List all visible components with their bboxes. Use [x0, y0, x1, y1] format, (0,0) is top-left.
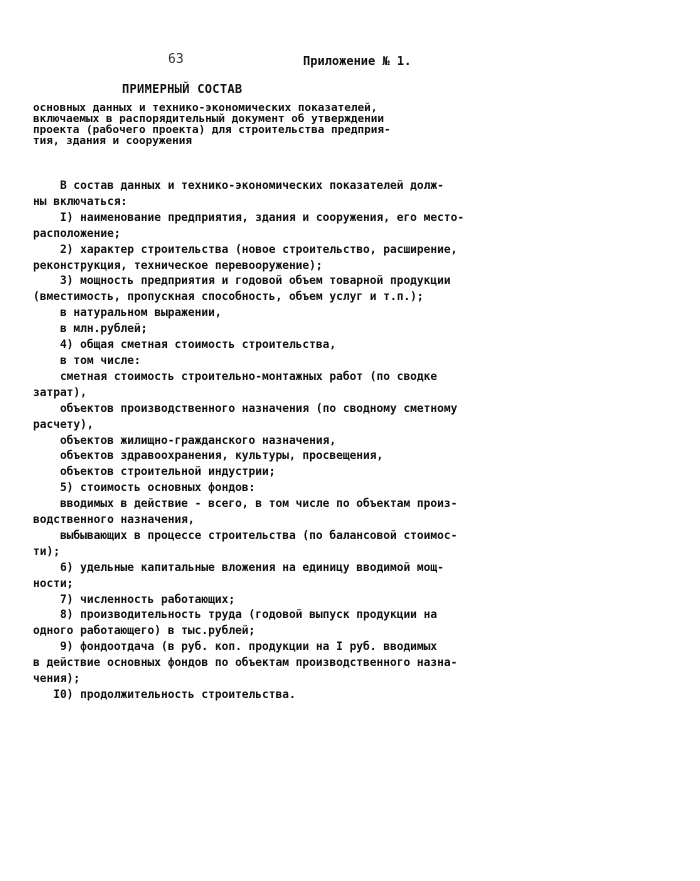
document-body [33, 178, 465, 703]
body-line: 5) стоимость основных фондов: [33, 481, 256, 495]
subtitle-line: тия, здания и сооружения [33, 134, 192, 147]
body-line: I0) продолжительность строительства. [33, 688, 296, 701]
body-line: водственного назначения, [33, 513, 195, 527]
body-line: расположение; [33, 226, 121, 240]
subtitle-line: включаемых в распорядительный документ об утверждении [33, 112, 384, 125]
body-line: расчету), [33, 417, 94, 431]
body-line: 4) общая сметная стоимость строительства, [33, 338, 337, 352]
body-line: (вместимость, пропускная способность, объем услуг и т.п.); [33, 290, 424, 304]
body-line: объектов строительной индустрии; [33, 465, 276, 479]
subtitle-line: основных данных и технико-экономических показателей, [33, 101, 378, 114]
body-line: в действие основных фондов по объектам производственного назна- [33, 656, 458, 670]
body-line: реконструкция, техническое перевооружение); [33, 258, 323, 272]
body-line: объектов здравоохранения, культуры, просвещения, [33, 449, 384, 463]
document-subtitle [33, 102, 453, 146]
body-line: 3) мощность предприятия и годовой объем товарной продукции [33, 274, 451, 288]
appendix-label: Приложение № 1. [303, 54, 412, 68]
body-line: выбывающих в процессе строительства (по балансовой стоимос- [33, 528, 458, 542]
body-line: в натуральном выражении, [33, 306, 222, 320]
body-line: ти); [33, 544, 60, 558]
body-line: объектов жилищно-гражданского назначения, [33, 433, 337, 447]
page-number: 63 [168, 52, 184, 67]
body-line: 6) удельные капитальные вложения на единицу вводимой мощ- [33, 560, 444, 574]
body-line: I) наименование предприятия, здания и сооружения, его место- [33, 210, 465, 224]
body-line: В состав данных и технико-экономических показателей долж- [33, 179, 444, 192]
body-line: ности; [33, 576, 74, 590]
body-line: 9) фондоотдача (в руб. коп. продукции на I руб. вводимых [33, 640, 438, 654]
subtitle-line: проекта (рабочего проекта) для строительства предприя- [33, 123, 391, 136]
body-line: затрат), [33, 385, 87, 399]
body-line: 7) численность работающих; [33, 592, 236, 606]
body-line: 2) характер строительства (новое строительство, расширение, [33, 242, 458, 256]
body-line: ны включаться: [33, 194, 128, 208]
body-line: сметная стоимость строительно-монтажных работ (по сводке [33, 369, 438, 383]
body-line: вводимых в действие - всего, в том числе по объектам произ- [33, 497, 458, 511]
body-line: чения); [33, 672, 81, 686]
document-title: ПРИМЕРНЫЙ СОСТАВ [122, 82, 243, 96]
body-line: объектов производственного назначения (по сводному сметному [33, 401, 458, 415]
body-line: одного работающего) в тыс.рублей; [33, 624, 256, 638]
body-line: в том числе: [33, 353, 141, 367]
body-line: 8) производительность труда (годовой выпуск продукции на [33, 608, 438, 622]
body-line: в млн.рублей; [33, 322, 148, 336]
